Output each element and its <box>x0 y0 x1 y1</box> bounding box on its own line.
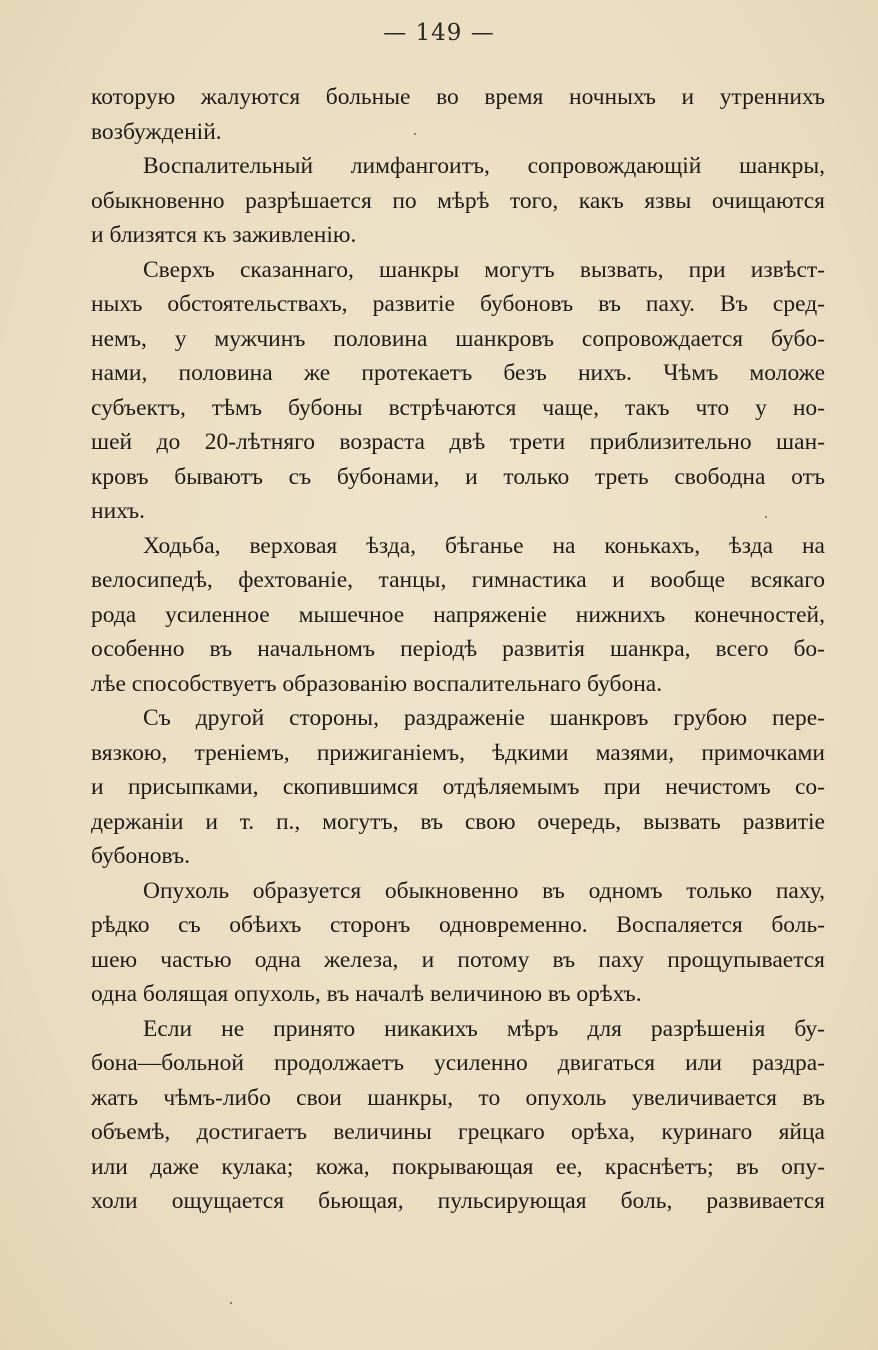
text-line: шею частью одна железа, и потому въ паху прощупывается <box>91 946 825 973</box>
text-line: Воспалительный лимфангоитъ, сопровождающій шанкры, <box>143 153 825 179</box>
text-line: Опухоль образуется обыкновенно въ одномъ только паху, <box>143 877 825 904</box>
text-line: или даже кулака; кожа, покрывающая ее, краснѣетъ; въ опу- <box>91 1153 825 1180</box>
text-line: и близятся къ заживленію. <box>91 222 357 248</box>
paper-speck <box>230 1302 232 1304</box>
text-line: и присыпками, скопившимся отдѣляемымъ при нечистомъ со- <box>91 774 825 800</box>
body-text <box>91 80 825 1219</box>
text-line: жать чѣмъ-либо свои шанкры, то опухоль увеличивается въ <box>91 1084 825 1111</box>
text-line: субъектъ, тѣмъ бубоны встрѣчаются чаще, такъ что у но- <box>91 394 825 421</box>
text-line: шей до 20-лѣтняго возраста двѣ трети приблизительно шан- <box>91 429 825 455</box>
text-line: холи ощущается бьющая, пульсирующая боль, развивается <box>91 1188 825 1214</box>
text-line: бона—больной продолжаетъ усиленно двигаться или раздра- <box>91 1050 825 1076</box>
text-line: ныхъ обстоятельствахъ, развитіе бубоновъ въ паху. Въ сред- <box>91 291 825 317</box>
text-line: кровъ бываютъ съ бубонами, и только треть свободна отъ <box>91 463 825 490</box>
text-line: нами, половина же протекаетъ безъ нихъ. Чѣмъ моложе <box>91 360 825 386</box>
text-line: рода усиленное мышечное напряженіе нижнихъ конечностей, <box>91 601 825 628</box>
text-line: которую жалуются больные во время ночныхъ и утреннихъ <box>91 84 825 110</box>
paper-speck <box>414 133 416 135</box>
text-line: Ходьба, верховая ѣзда, бѣганье на конькахъ, ѣзда на <box>143 532 825 559</box>
page-number: — 149 — <box>383 20 495 46</box>
text-line: объемѣ, достигаетъ величины грецкаго орѣха, куринаго яйца <box>91 1119 825 1145</box>
text-line: немъ, у мужчинъ половина шанкровъ сопровождается бубо- <box>91 325 825 352</box>
text-line: держаніи и т. п., могутъ, въ свою очередь, вызвать развитіе <box>91 808 825 835</box>
paper-speck <box>765 516 767 518</box>
text-line: велосипедѣ, фехтованіе, танцы, гимнастика и вообще всякаго <box>91 567 825 593</box>
text-line: Если не принято никакихъ мѣръ для разрѣшенія бу- <box>143 1015 825 1042</box>
text-line: рѣдко съ обѣихъ сторонъ одновременно. Воспаляется боль- <box>91 912 825 938</box>
text-line: бубоновъ. <box>91 843 191 869</box>
text-line: обыкновенно разрѣшается по мѣрѣ того, какъ язвы очищаются <box>91 187 825 214</box>
text-line: одна болящая опухоль, въ началѣ величиною въ орѣхъ. <box>91 981 642 1007</box>
text-line: возбужденій. <box>91 118 222 145</box>
text-line: нихъ. <box>91 498 146 524</box>
text-line: Сверхъ сказаннаго, шанкры могутъ вызвать, при извѣст- <box>143 256 825 283</box>
text-line: лѣе способствуетъ образованію воспалительнаго бубона. <box>91 670 663 697</box>
text-line: Съ другой стороны, раздраженіе шанкровъ грубою пере- <box>143 705 825 731</box>
text-line: особенно въ начальномъ періодѣ развитія шанкра, всего бо- <box>91 636 825 662</box>
text-line: вязкою, треніемъ, прижиганіемъ, ѣдкими мазями, примочками <box>91 739 825 766</box>
